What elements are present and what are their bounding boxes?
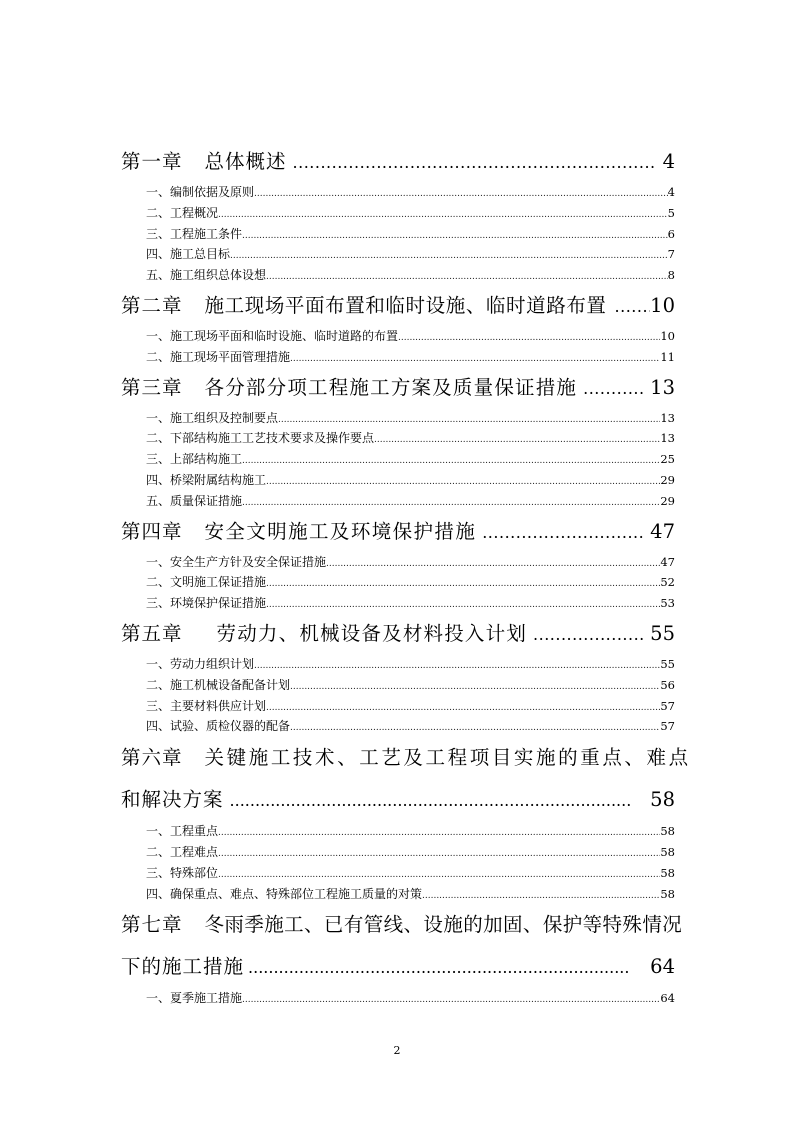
dot-leader: [615, 287, 651, 327]
toc-section[interactable]: [121, 265, 675, 286]
section-title: 四、试验、质检仪器的配备: [146, 719, 291, 734]
table-of-contents: [121, 142, 691, 1009]
toc-section[interactable]: [121, 428, 675, 449]
toc-section[interactable]: [121, 552, 675, 573]
dot-leader: [266, 698, 660, 719]
section-title: 五、质量保证措施: [146, 493, 243, 508]
toc-section[interactable]: [121, 572, 675, 593]
dot-leader: [266, 595, 660, 616]
section-page: 25: [660, 452, 675, 467]
chapter-title: 施工现场平面布置和临时设施、临时道路布置: [204, 293, 607, 317]
toc-section[interactable]: [121, 988, 675, 1009]
chapter-page: 55: [650, 621, 675, 645]
section-page: 52: [660, 575, 675, 590]
dot-leader: [266, 472, 660, 493]
section-title: 一、工程重点: [146, 824, 219, 839]
section-page: 47: [660, 554, 675, 569]
section-page: 8: [667, 268, 675, 283]
dot-leader: [482, 513, 644, 553]
toc-section[interactable]: [121, 491, 675, 512]
dot-leader: [398, 328, 660, 349]
toc-chapter-6[interactable]: [121, 737, 691, 821]
dot-leader: [242, 493, 660, 514]
chapter-line-1: [121, 737, 691, 779]
section-page: 58: [660, 886, 675, 901]
chapter-page: 10: [650, 293, 675, 317]
chapter-page: 64: [650, 955, 675, 979]
dot-leader: [242, 226, 668, 247]
toc-section[interactable]: [121, 408, 675, 429]
dot-leader: [422, 886, 660, 907]
chapter-number: 第六章: [121, 746, 183, 770]
page-number: 2: [393, 1044, 401, 1057]
toc-chapter-7[interactable]: [121, 904, 683, 988]
toc-section[interactable]: [121, 821, 675, 842]
chapter-line-2: [121, 779, 675, 821]
section-title: 三、工程施工条件: [146, 226, 243, 241]
section-title: 三、环境保护保证措施: [146, 596, 267, 611]
toc-chapter-2[interactable]: [121, 286, 675, 326]
chapter-title-continued: 和解决方案: [121, 788, 224, 812]
dot-leader: [230, 246, 668, 267]
dot-leader: [290, 677, 660, 698]
dot-leader: [254, 656, 660, 677]
dot-leader: [374, 430, 660, 451]
section-page: 64: [660, 991, 675, 1006]
toc-section[interactable]: [121, 654, 675, 675]
section-title: 二、工程概况: [146, 205, 219, 220]
section-title: 三、特殊部位: [146, 865, 219, 880]
toc-chapter-3[interactable]: [121, 368, 675, 408]
section-title: 三、上部结构施工: [146, 452, 243, 467]
section-title: 二、下部结构施工工艺技术要求及操作要点: [146, 431, 375, 446]
section-page: 10: [660, 328, 675, 343]
section-title: 四、确保重点、难点、特殊部位工程施工质量的对策: [146, 886, 423, 901]
section-page: 29: [660, 493, 675, 508]
section-page: 58: [660, 865, 675, 880]
section-page: 56: [660, 677, 675, 692]
section-page: 13: [660, 410, 675, 425]
chapter-page: 47: [650, 519, 675, 543]
dot-leader: [242, 990, 660, 1011]
chapter-title-continued: 下的施工措施: [121, 955, 245, 979]
chapter-line-2: [121, 946, 675, 988]
chapter-title: 总体概述: [204, 150, 287, 173]
section-page: 58: [660, 844, 675, 859]
dot-leader: [248, 947, 630, 989]
section-page: 5: [667, 205, 675, 220]
section-title: 四、施工总目标: [146, 247, 231, 262]
toc-section[interactable]: [121, 347, 675, 368]
section-page: 4: [667, 185, 675, 199]
section-page: 29: [660, 472, 675, 487]
section-title: 二、施工现场平面管理措施: [146, 349, 291, 364]
section-page: 53: [660, 596, 675, 611]
dot-leader: [278, 410, 660, 431]
section-page: 7: [667, 247, 675, 262]
toc-section[interactable]: [121, 675, 675, 696]
dot-leader: [230, 780, 631, 822]
section-page: 6: [667, 226, 675, 241]
dot-leader: [266, 574, 660, 595]
dot-leader: [218, 205, 668, 226]
dot-leader: [266, 267, 668, 288]
dot-leader: [583, 369, 644, 409]
section-title: 二、文明施工保证措施: [146, 575, 267, 590]
chapter-title: 安全文明施工及环境保护措施: [204, 519, 477, 543]
toc-section[interactable]: [121, 244, 675, 265]
chapter-title: 各分部分项工程施工方案及质量保证措施: [204, 375, 578, 399]
toc-section[interactable]: [121, 593, 675, 614]
toc-section[interactable]: [121, 470, 675, 491]
dot-leader: [533, 615, 644, 655]
section-page: 58: [660, 824, 675, 839]
section-title: 一、施工组织及控制要点: [146, 410, 279, 425]
toc-section[interactable]: [121, 884, 675, 905]
section-title: 一、编制依据及原则: [146, 185, 255, 199]
toc-chapter-1[interactable]: [121, 142, 675, 182]
chapter-page: 13: [650, 375, 675, 399]
section-page: 57: [660, 698, 675, 713]
section-page: 13: [660, 431, 675, 446]
chapter-page: 58: [650, 788, 675, 812]
section-title: 四、桥梁附属结构施工: [146, 472, 267, 487]
section-title: 五、施工组织总体设想: [146, 268, 267, 283]
section-title: 一、安全生产方针及安全保证措施: [146, 554, 327, 569]
toc-section[interactable]: [121, 326, 675, 347]
chapter-title: 冬雨季施工、已有管线、设施的加固、保护等特殊情况: [204, 913, 683, 937]
dot-leader: [218, 865, 660, 886]
toc-section[interactable]: [121, 203, 675, 224]
toc-chapter-5[interactable]: [121, 614, 675, 654]
dot-leader: [290, 718, 660, 739]
section-page: 55: [660, 656, 675, 671]
section-title: 二、工程难点: [146, 844, 219, 859]
chapter-title: 关键施工技术、工艺及工程项目实施的重点、难点: [204, 746, 691, 770]
section-page: 11: [660, 349, 675, 364]
chapter-number: 第三章: [121, 375, 183, 399]
section-title: 三、主要材料供应计划: [146, 698, 267, 713]
dot-leader: [290, 349, 660, 370]
section-title: 二、施工机械设备配备计划: [146, 677, 291, 692]
toc-section[interactable]: [121, 716, 675, 737]
toc-section[interactable]: [121, 182, 675, 203]
chapter-number: 第七章: [121, 913, 183, 937]
toc-section[interactable]: [121, 863, 675, 884]
section-title: 一、劳动力组织计划: [146, 656, 255, 671]
chapter-page: 4: [662, 150, 675, 173]
chapter-number: 第一章: [121, 150, 183, 173]
toc-section[interactable]: [121, 696, 675, 717]
dot-leader: [326, 554, 660, 575]
section-title: 一、夏季施工措施: [146, 991, 243, 1006]
dot-leader: [218, 823, 660, 844]
dot-leader: [254, 184, 668, 205]
chapter-line-1: [121, 904, 683, 946]
section-title: 一、施工现场平面和临时设施、临时道路的布置: [146, 328, 399, 343]
chapter-number: 第四章: [121, 519, 183, 543]
dot-leader: [293, 143, 657, 183]
toc-section[interactable]: [121, 449, 675, 470]
chapter-title: 劳动力、机械设备及材料投入计划: [216, 621, 528, 645]
toc-section[interactable]: [121, 224, 675, 245]
toc-section[interactable]: [121, 842, 675, 863]
chapter-number: 第二章: [121, 293, 183, 317]
chapter-number: 第五章: [121, 621, 183, 645]
dot-leader: [242, 451, 660, 472]
dot-leader: [218, 844, 660, 865]
toc-chapter-4[interactable]: [121, 512, 675, 552]
section-page: 57: [660, 719, 675, 734]
